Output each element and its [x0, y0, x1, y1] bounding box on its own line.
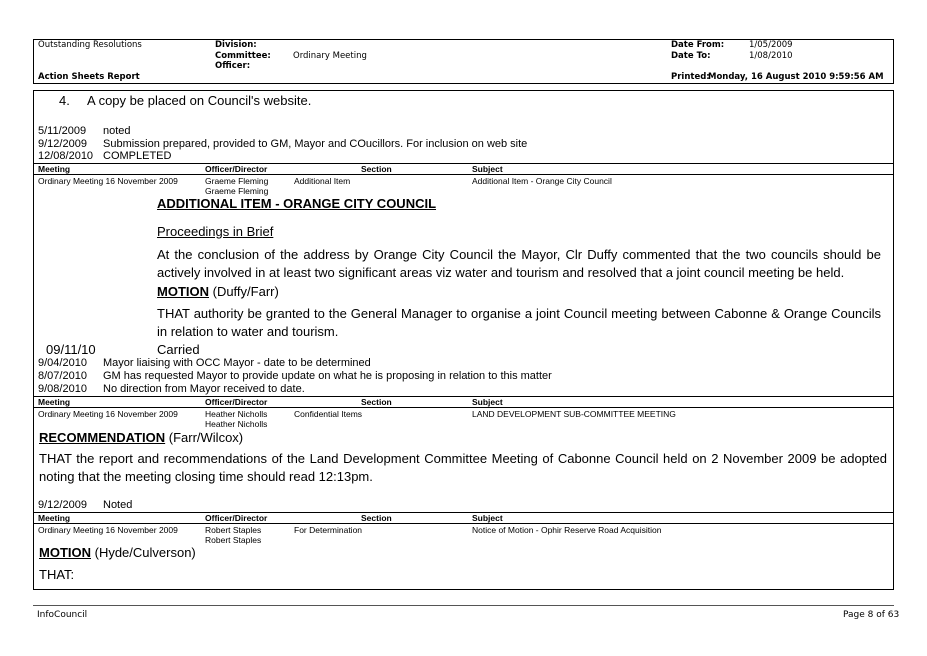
printed-value: Monday, 16 August 2010 9:59:56 AM: [708, 72, 884, 82]
note-text: No direction from Mayor received to date.: [103, 383, 305, 395]
col-section: Section: [361, 397, 392, 407]
col-subject: Subject: [472, 513, 503, 523]
record-section: Additional Item: [294, 176, 351, 186]
note-text: GM has requested Mayor to provide update on what he is proposing in relation to this matter: [103, 370, 552, 382]
recommendation-label: RECOMMENDATION: [39, 430, 166, 445]
col-section: Section: [361, 164, 392, 174]
note-date: 9/04/2010: [38, 357, 87, 369]
record-subject: Notice of Motion - Ophir Reserve Road Acquisition: [472, 525, 662, 535]
col-officer: Officer/Director: [205, 164, 268, 174]
col-officer: Officer/Director: [205, 397, 268, 407]
date-to-value: 1/08/2010: [749, 51, 793, 61]
divider: [33, 174, 894, 175]
motion-label: MOTION: [157, 284, 209, 299]
note-text: Mayor liaising with OCC Mayor - date to be determined: [103, 357, 371, 369]
col-subject: Subject: [472, 397, 503, 407]
recommendation-text: THAT the report and recommendations of the Land Development Committee Meeting of Cabonne Council held on 2 November 2009 be adopted noting that the meeting closing time should read 12:13pm.: [39, 451, 887, 484]
col-meeting: Meeting: [38, 397, 71, 407]
record-meeting: Ordinary Meeting 16 November 2009: [38, 176, 178, 186]
record-officer: Heather Nicholls: [205, 409, 268, 419]
note-date: 9/12/2009: [38, 138, 87, 150]
col-subject: Subject: [472, 164, 503, 174]
proceedings-heading: Proceedings in Brief: [157, 224, 274, 239]
motion-text: THAT:: [39, 567, 75, 582]
note-date: 9/12/2009: [38, 499, 87, 511]
recommendation-movers: (Farr/Wilcox): [165, 430, 244, 445]
report-name: Outstanding Resolutions: [38, 40, 142, 50]
divider: [33, 396, 894, 397]
note-date: 9/08/2010: [38, 383, 87, 395]
col-meeting: Meeting: [38, 513, 71, 523]
note-date: 12/08/2010: [38, 150, 94, 162]
note-text: Noted: [103, 499, 133, 511]
motion-label: MOTION: [39, 545, 91, 560]
report-type: Action Sheets Report: [38, 72, 140, 82]
item-number: 4.: [59, 93, 70, 108]
record-director: Heather Nicholls: [205, 419, 268, 429]
note-text: Submission prepared, provided to GM, Mayor and COucillors. For inclusion on web site: [103, 138, 528, 150]
date-to-label: Date To:: [671, 51, 711, 61]
col-section: Section: [361, 513, 392, 523]
record-director: Graeme Fleming: [205, 186, 269, 196]
note-date: 5/11/2009: [38, 125, 87, 137]
divider: [33, 512, 894, 513]
note-date: 8/07/2010: [38, 370, 87, 382]
record-meeting: Ordinary Meeting 16 November 2009: [38, 409, 178, 419]
divider: [33, 163, 894, 164]
division-label: Division:: [215, 40, 257, 50]
motion-movers: (Duffy/Farr): [209, 284, 279, 299]
result-text: Carried: [157, 342, 200, 357]
col-officer: Officer/Director: [205, 513, 268, 523]
record-subject: Additional Item - Orange City Council: [472, 176, 612, 186]
record-section: Confidential Items: [294, 409, 363, 419]
officer-label: Officer:: [215, 61, 251, 71]
record-section: For Determination: [294, 525, 363, 535]
note-text: noted: [103, 125, 131, 137]
motion-movers: (Hyde/Culverson): [91, 545, 196, 560]
result-date: 09/11/10: [46, 342, 96, 357]
footer-rule: [33, 605, 894, 606]
col-meeting: Meeting: [38, 164, 71, 174]
item-text: A copy be placed on Council's website.: [87, 93, 312, 108]
motion-heading: [157, 284, 279, 299]
recommendation-heading: [39, 430, 243, 445]
item-title: ADDITIONAL ITEM - ORANGE CITY COUNCIL: [157, 196, 437, 211]
footer-system: InfoCouncil: [37, 610, 88, 620]
note-text: COMPLETED: [103, 150, 172, 162]
record-officer: Graeme Fleming: [205, 176, 269, 186]
date-from-label: Date From:: [671, 40, 725, 50]
committee-value: Ordinary Meeting: [293, 51, 367, 61]
record-director: Robert Staples: [205, 535, 262, 545]
proceedings-text: At the conclusion of the address by Orange City Council the Mayor, Clr Duffy commented that the two councils should be actively involved in at least two significant areas viz water and tourism and resolved that a joint council meeting be held.: [157, 247, 881, 280]
record-officer: Robert Staples: [205, 525, 262, 535]
motion-heading: [39, 545, 196, 560]
committee-label: Committee:: [215, 51, 271, 61]
record-meeting: Ordinary Meeting 16 November 2009: [38, 525, 178, 535]
date-from-value: 1/05/2009: [749, 40, 793, 50]
record-subject: LAND DEVELOPMENT SUB-COMMITTEE MEETING: [472, 409, 676, 419]
divider: [33, 523, 894, 524]
page-number: Page 8 of 63: [843, 610, 900, 620]
printed-label: Printed:: [671, 72, 710, 82]
divider: [33, 407, 894, 408]
motion-text: THAT authority be granted to the General Manager to organise a joint Council meeting between Cabonne & Orange Councils in relation to water and tourism.: [157, 306, 881, 339]
